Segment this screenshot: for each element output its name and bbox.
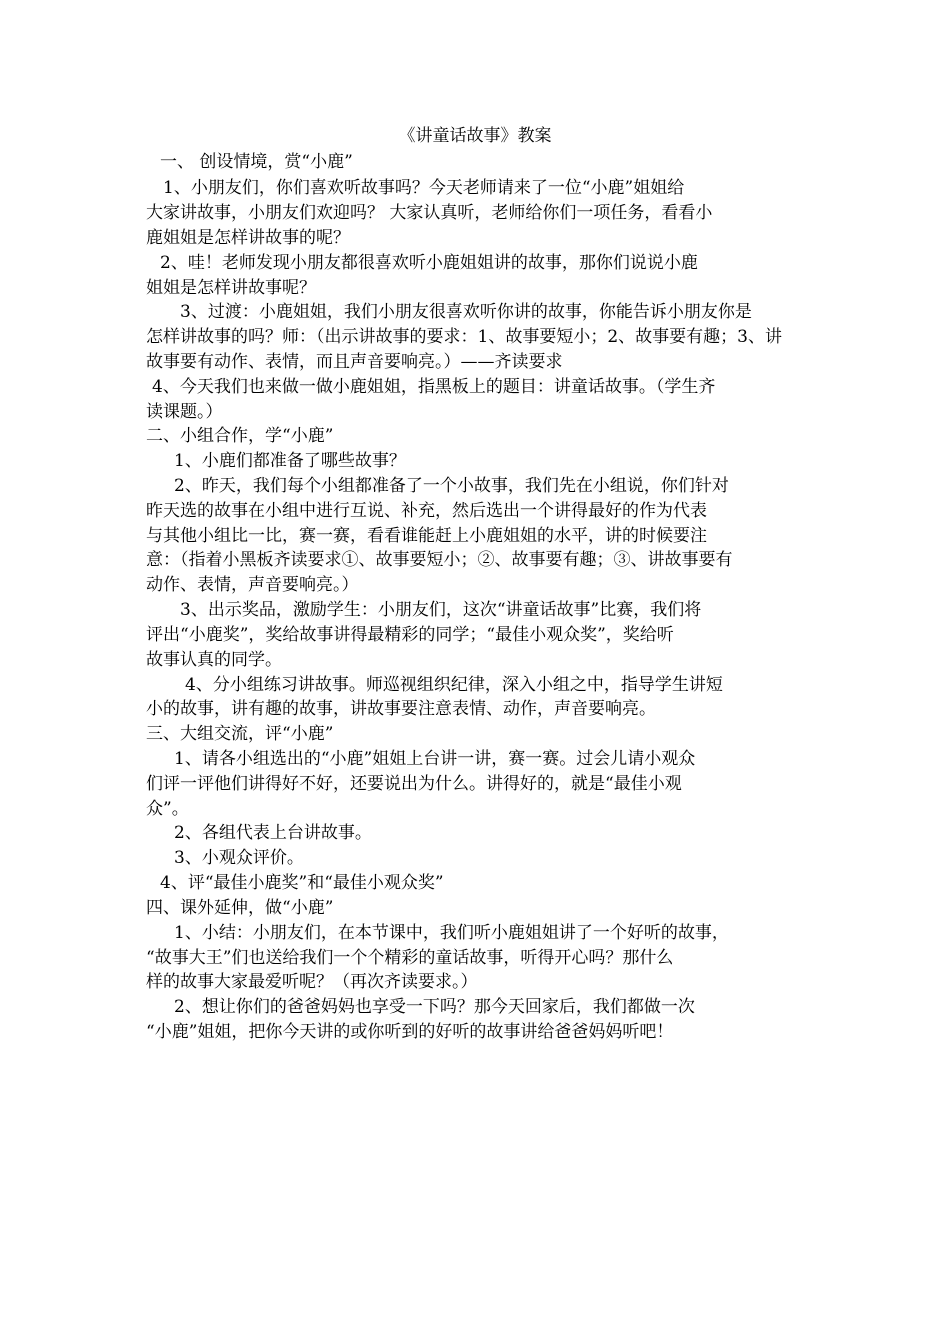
- text-line: 2、各组代表上台讲故事。: [174, 823, 372, 843]
- document-title: 《讲童话故事》教案: [398, 126, 552, 146]
- text-line: 评出“小鹿奖”，奖给故事讲得最精彩的同学；“最佳小观众奖”，奖给听: [146, 625, 674, 645]
- section-heading-3: 三、大组交流，评“小鹿”: [146, 724, 334, 744]
- text-line: 4、分小组练习讲故事。师巡视组织纪律，深入小组之中，指导学生讲短: [185, 675, 723, 695]
- text-line: 故事认真的同学。: [146, 650, 282, 670]
- text-line: 3、出示奖品，激励学生：小朋友们，这次“讲童话故事”比赛，我们将: [180, 600, 702, 620]
- text-line: 样的故事大家最爱听呢？（再次齐读要求。）: [146, 972, 478, 992]
- text-line: 鹿姐姐是怎样讲故事的呢？: [146, 228, 350, 248]
- text-line: 姐姐是怎样讲故事呢？: [146, 278, 316, 298]
- text-line: 1、小朋友们，你们喜欢听故事吗？今天老师请来了一位“小鹿”姐姐给: [163, 178, 685, 198]
- text-line: 昨天选的故事在小组中进行互说、补充，然后选出一个讲得最好的作为代表: [146, 501, 707, 521]
- text-line: 小的故事，讲有趣的故事，讲故事要注意表情、动作，声音要响亮。: [146, 699, 656, 719]
- section-heading-2: 二、小组合作，学“小鹿”: [146, 426, 334, 446]
- text-line: 3、过渡：小鹿姐姐，我们小朋友很喜欢听你讲的故事，你能告诉小朋友你是: [180, 302, 752, 322]
- text-line: 2、想让你们的爸爸妈妈也享受一下吗？那今天回家后，我们都做一次: [174, 997, 695, 1017]
- text-line: “故事大王”们也送给我们一个个精彩的童话故事，听得开心吗？那什么: [146, 948, 674, 968]
- text-line: 4、今天我们也来做一做小鹿姐姐，指黑板上的题目：讲童话故事。（学生齐: [152, 377, 716, 397]
- text-line: 众”。: [146, 799, 189, 819]
- text-line: 1、小结：小朋友们，在本节课中，我们听小鹿姐姐讲了一个好听的故事，: [174, 923, 729, 943]
- text-line: 与其他小组比一比，赛一赛，看看谁能赶上小鹿姐姐的水平，讲的时候要注: [146, 526, 707, 546]
- text-line: 2、哇！老师发现小朋友都很喜欢听小鹿姐姐讲的故事，那你们说说小鹿: [160, 253, 698, 273]
- section-heading-1: 一、 创设情境，赏“小鹿”: [160, 152, 353, 172]
- text-line: 3、小观众评价。: [174, 848, 304, 868]
- text-line: “小鹿”姐姐，把你今天讲的或你听到的好听的故事讲给爸爸妈妈听吧！: [146, 1022, 674, 1042]
- text-line: 意：（指着小黑板齐读要求①、故事要短小；②、故事要有趣；③、讲故事要有: [146, 550, 733, 570]
- text-line: 读课题。）: [146, 402, 223, 422]
- text-line: 动作、表情，声音要响亮。）: [146, 575, 359, 595]
- text-line: 大家讲故事，小朋友们欢迎吗？ 大家认真听，老师给你们一项任务，看看小: [146, 203, 713, 223]
- text-line: 2、昨天，我们每个小组都准备了一个小故事，我们先在小组说，你们针对: [174, 476, 729, 496]
- text-line: 故事要有动作、表情，而且声音要响亮。）——齐读要求: [146, 352, 563, 372]
- text-line: 们评一评他们讲得好不好，还要说出为什么。讲得好的，就是“最佳小观: [146, 774, 682, 794]
- text-line: 怎样讲故事的吗？师：（出示讲故事的要求：1、故事要短小；2、故事要有趣；3、讲: [146, 327, 782, 347]
- text-line: 1、请各小组选出的“小鹿”姐姐上台讲一讲，赛一赛。过会儿请小观众: [174, 749, 696, 769]
- text-line: 1、小鹿们都准备了哪些故事？: [174, 451, 406, 471]
- text-line: 4、评“最佳小鹿奖”和“最佳小观众奖”: [160, 873, 444, 893]
- section-heading-4: 四、课外延伸，做“小鹿”: [146, 898, 334, 918]
